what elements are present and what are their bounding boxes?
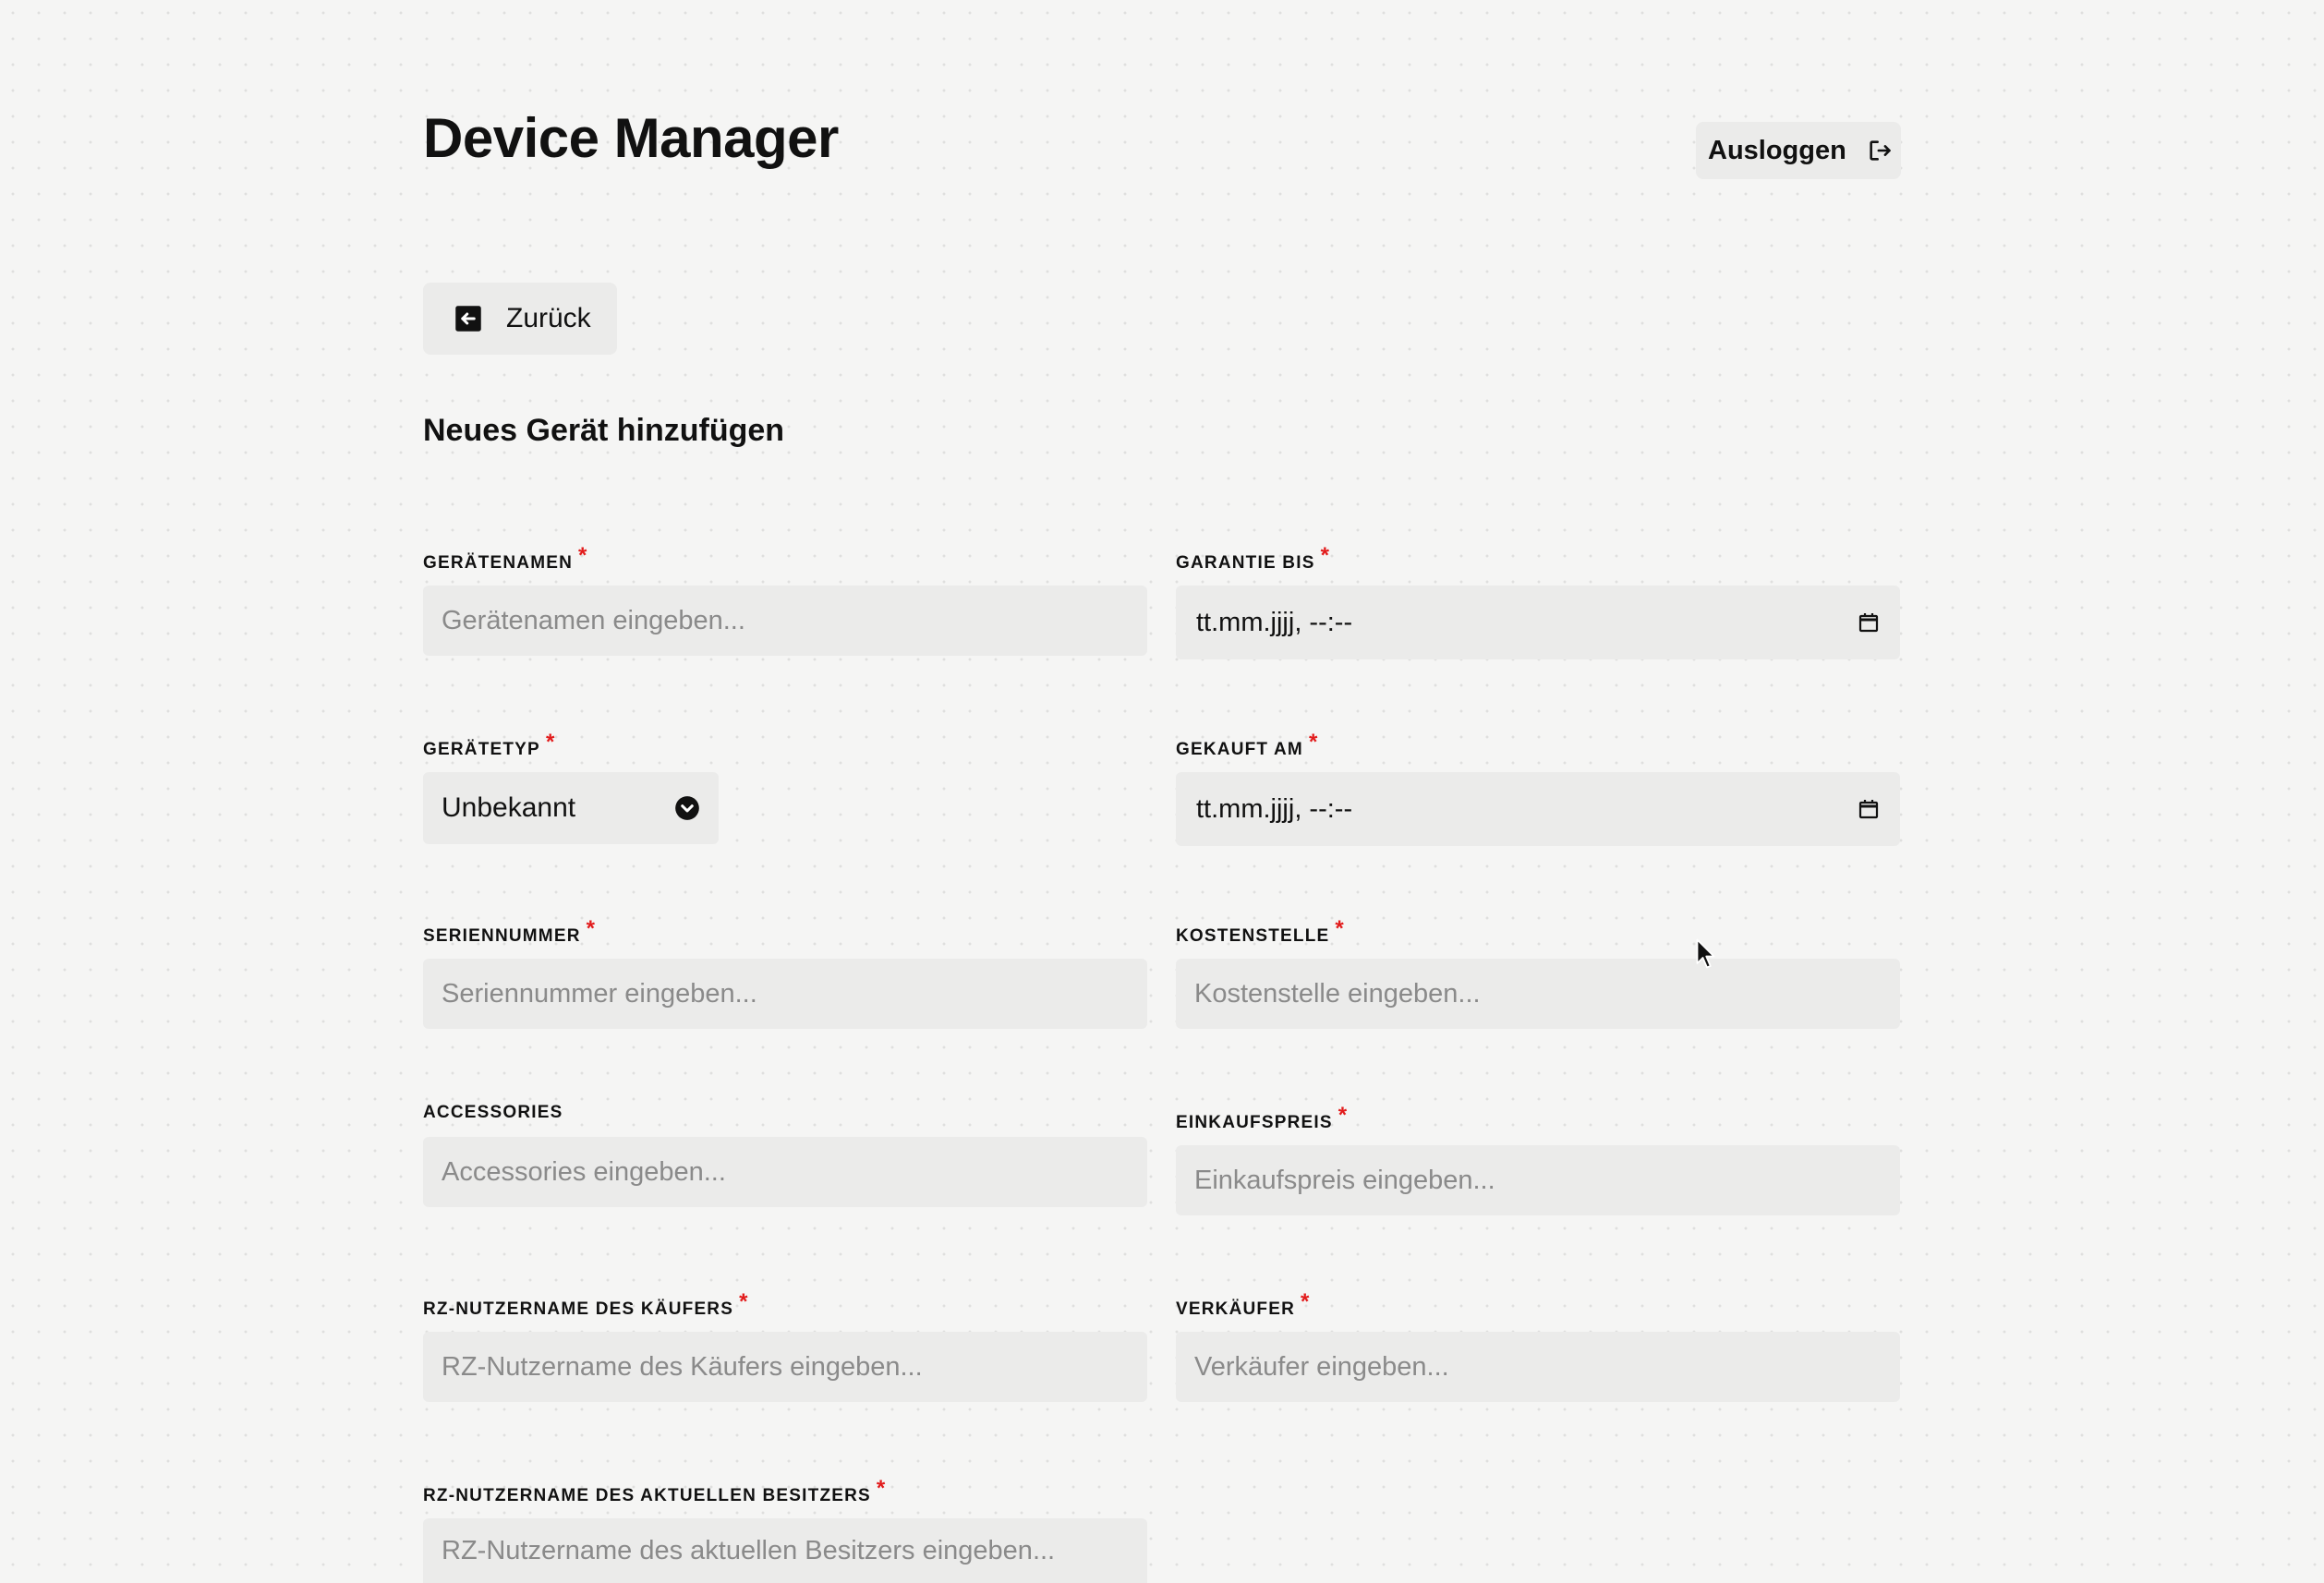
device-name-label: GERÄTENAMEN * [423, 543, 588, 573]
logout-icon [1867, 138, 1893, 163]
owner-username-input[interactable] [423, 1518, 1147, 1583]
required-marker: * [545, 730, 556, 755]
required-marker: * [739, 1289, 749, 1314]
arrow-left-icon [454, 305, 482, 332]
purchased-on-label: GEKAUFT AM * [1176, 730, 1319, 759]
required-marker: * [1308, 730, 1319, 755]
warranty-until-input[interactable] [1176, 586, 1900, 659]
buyer-username-label: RZ-NUTZERNAME DES KÄUFERS * [423, 1289, 749, 1319]
form-title: Neues Gerät hinzufügen [423, 413, 785, 448]
buyer-username-input[interactable] [423, 1332, 1147, 1402]
required-marker: * [876, 1476, 887, 1501]
serial-number-label: SERIENNUMMER * [423, 916, 597, 946]
accessories-input[interactable] [423, 1137, 1147, 1207]
required-marker: * [1301, 1289, 1311, 1314]
required-marker: * [586, 916, 597, 941]
device-type-select[interactable] [423, 772, 719, 844]
cost-center-input[interactable] [1176, 959, 1900, 1029]
logout-label: Ausloggen [1708, 135, 1846, 165]
owner-username-label: RZ-NUTZERNAME DES AKTUELLEN BESITZERS * [423, 1476, 887, 1505]
back-button[interactable] [423, 283, 617, 355]
calendar-icon[interactable] [1858, 611, 1880, 634]
required-marker: * [1338, 1103, 1349, 1128]
logout-button[interactable] [1696, 122, 1901, 179]
warranty-until-label: GARANTIE BIS * [1176, 543, 1331, 573]
purchased-on-input[interactable] [1176, 772, 1900, 846]
app-title: Device Manager [423, 107, 839, 169]
accessories-label: ACCESSORIES [423, 1103, 563, 1122]
purchase-price-input[interactable] [1176, 1145, 1900, 1215]
cost-center-label: KOSTENSTELLE * [1176, 916, 1345, 946]
purchase-price-label: EINKAUFSPREIS * [1176, 1103, 1349, 1132]
device-type-value: Unbekannt [442, 792, 576, 823]
warranty-until-value: tt.mm.jjjj, --:-- [1196, 607, 1353, 637]
serial-number-input[interactable] [423, 959, 1147, 1029]
chevron-down-circle-icon [674, 795, 700, 821]
seller-label: VERKÄUFER * [1176, 1289, 1311, 1319]
seller-input[interactable] [1176, 1332, 1900, 1402]
required-marker: * [1320, 543, 1331, 568]
required-marker: * [1335, 916, 1345, 941]
back-label: Zurück [506, 303, 591, 333]
device-name-input[interactable] [423, 586, 1147, 656]
required-marker: * [578, 543, 588, 568]
purchased-on-value: tt.mm.jjjj, --:-- [1196, 793, 1353, 824]
calendar-icon[interactable] [1858, 798, 1880, 820]
device-type-label: GERÄTETYP * [423, 730, 556, 759]
